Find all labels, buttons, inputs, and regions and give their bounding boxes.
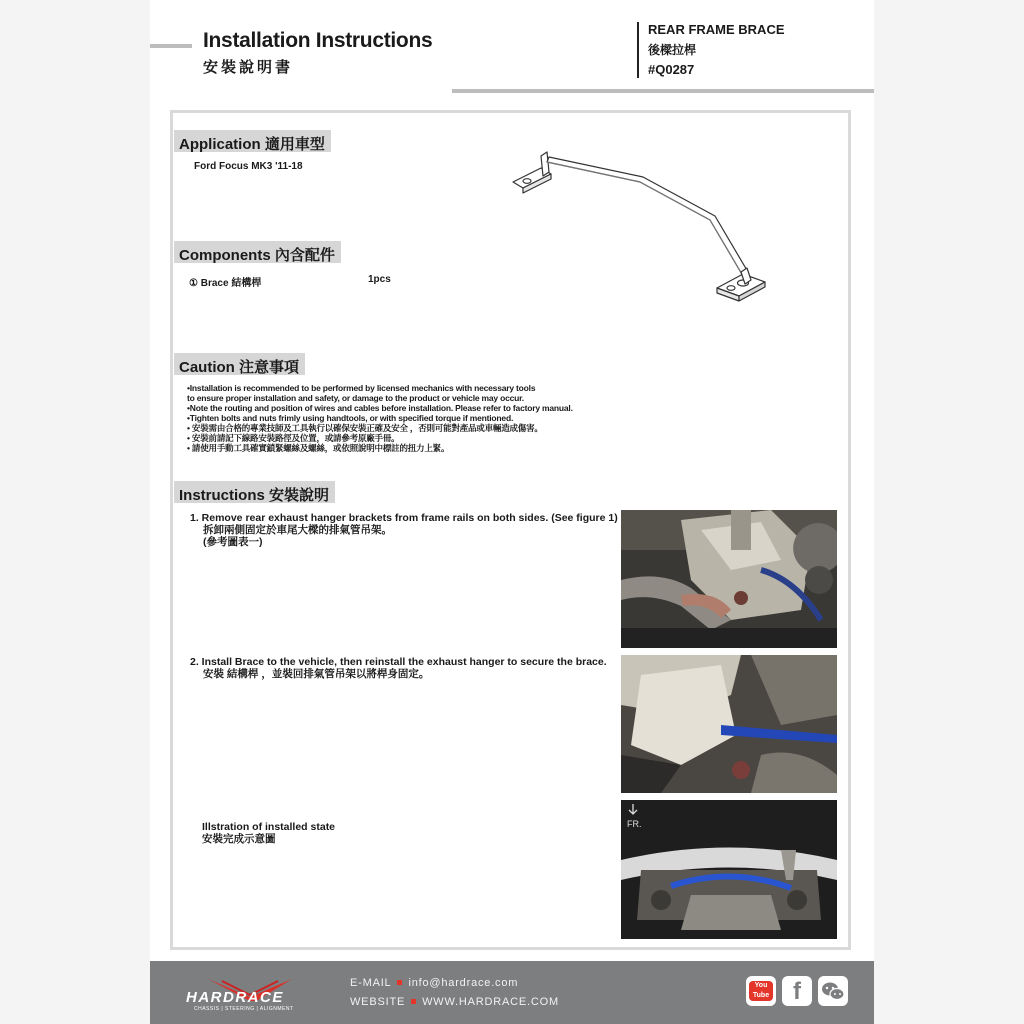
component-item-qty: 1pcs: [368, 274, 391, 285]
website-label: WEBSITE: [350, 996, 406, 1008]
website-link[interactable]: WWW.HARDRACE.COM: [422, 996, 559, 1008]
red-square-icon: [397, 980, 402, 985]
footer-website: [350, 996, 559, 1008]
application-heading: Application 適用車型: [174, 130, 331, 152]
product-code: #Q0287: [648, 62, 695, 77]
caution-line: • 安裝前請記下線路安裝路徑及位置，或請參考原廠手冊。: [187, 433, 400, 443]
product-name: REAR FRAME BRACE: [648, 22, 785, 37]
step-2: [190, 656, 607, 680]
red-square-icon: [411, 999, 416, 1004]
caution-line: to ensure proper installation and safety, or damage to the product or vehicle may occur.: [187, 393, 524, 403]
facebook-icon[interactable]: [782, 976, 812, 1006]
logo-tagline: CHASSIS | STEERING | ALIGNMENT: [194, 1006, 294, 1012]
step-3-text: Illstration of installed state: [202, 821, 336, 833]
page-title-chinese: 安裝說明書: [203, 59, 294, 76]
application-vehicle: Ford Focus MK3 '11-18: [194, 161, 303, 172]
footer: [150, 961, 874, 1024]
step-1-text-chinese: 拆卸兩側固定於車尾大樑的排氣管吊架。: [203, 524, 392, 536]
header-rule-left: [150, 44, 192, 48]
step-3: [202, 821, 335, 845]
caution-line: • 安裝需由合格的專業技師及工具執行以確保安裝正確及安全 ，否則可能對產品或車輛造成傷害。: [187, 423, 543, 433]
step-2-text-chinese: 安裝 結構桿 ，並裝回排氣管吊架以將桿身固定。: [203, 668, 430, 680]
header-rule-right: [452, 89, 874, 93]
photo-installed-state: [621, 800, 837, 939]
page-title: Installation Instructions: [203, 29, 433, 52]
footer-email: [350, 977, 518, 989]
front-direction-arrow-icon: [625, 803, 641, 817]
brace-diagram: [505, 148, 775, 318]
logo-brand-text: HARDRACE: [186, 989, 284, 1006]
caution-line: • 請使用手動工具確實鎖緊螺絲及螺絲，或依照說明中標註的扭力上緊。: [187, 443, 450, 453]
step-2-text: 2. Install Brace to the vehicle, then reinstall the exhaust hanger to secure the brace.: [190, 656, 607, 668]
product-name-chinese: 後樑拉桿: [648, 43, 697, 57]
components-heading: Components 內含配件: [174, 241, 341, 263]
step-1-figure-ref: (參考圖表一): [203, 536, 263, 548]
component-item-name: ① Brace 結構桿: [189, 278, 262, 289]
page-margin-left: [0, 0, 150, 1024]
hardrace-logo: [180, 977, 320, 1011]
step-1-text: 1. Remove rear exhaust hanger brackets from frame rails on both sides. (See figure 1): [190, 512, 618, 524]
youtube-icon-label: You Tube: [749, 981, 773, 1001]
header-divider: [637, 22, 639, 78]
caution-list: [187, 383, 573, 453]
email-link[interactable]: info@hardrace.com: [408, 977, 519, 989]
youtube-icon[interactable]: [746, 976, 776, 1006]
step-3-text-chinese: 安裝完成示意圖: [202, 833, 276, 845]
facebook-icon-glyph: f: [793, 978, 801, 1005]
photo-exhaust-hanger-removal: [621, 510, 837, 648]
caution-line: •Tighten bolts and nuts frimly using handtools, or with specified torque if mentioned.: [187, 413, 514, 423]
step-1: [190, 512, 618, 548]
page-margin-right: [874, 0, 1024, 1024]
front-direction-label: FR.: [627, 819, 642, 829]
caution-line: •Note the routing and position of wires and cables before installation. Please refer to factory manual.: [187, 403, 573, 413]
email-label: E-MAIL: [350, 977, 392, 989]
caution-heading: Caution 注意事項: [174, 353, 305, 375]
photo-brace-installation: [621, 655, 837, 793]
caution-line: •Installation is recommended to be performed by licensed mechanics with necessary tools: [187, 383, 536, 393]
wechat-icon[interactable]: [818, 976, 848, 1006]
wechat-icon-glyph: [818, 976, 848, 1006]
instructions-heading: Instructions 安裝說明: [174, 481, 335, 503]
